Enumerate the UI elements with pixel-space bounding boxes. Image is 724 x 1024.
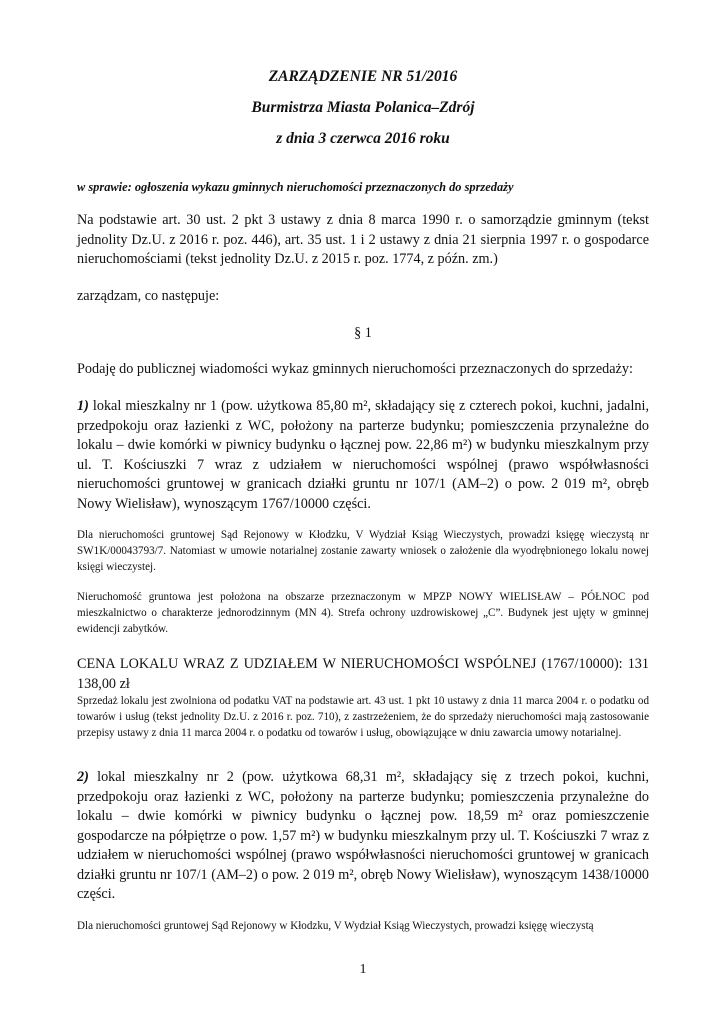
item-2-number: 2) [77,769,89,785]
document-subject: w sprawie: ogłoszenia wykazu gminnych nieruchomości przeznaczonych do sprzedaży [77,180,514,194]
announcement-paragraph: Podaję do publicznej wiadomości wykaz gminnych nieruchomości przeznaczonych do sprzedaży: [77,361,633,377]
document-page [77,0,649,1024]
item-1-paragraph [77,397,649,514]
item-2-paragraph [77,768,649,905]
item-1-text: lokal mieszkalny nr 1 (pow. użytkowa 85,80 m², składający się z czterech pokoi, kuchni, jadalni, przedpokoju oraz łazienki z WC, położony na parterze budynku; pomieszczenia przynależne do lokalu – dwie komórki w piwnicy budynku o łącznej pow. 22,86 m²) w budynku mieszkalnym przy ul. T. Kościuszki 7 wraz z udziałem w nieruchomości wspólnej (prawo współwłasności nieruchomości gruntowej w granicach działki gruntu nr 107/1 (AM–2) o pow. 2 019 m², obręb Nowy Wielisław), wynoszącym 1767/10000 części. [77,398,650,512]
document-title: ZARZĄDZENIE NR 51/2016 [268,68,458,85]
item-1-number: 1) [77,398,89,414]
item-1-price: CENA LOKALU WRAZ Z UDZIAŁEM W NIERUCHOMOŚCI WSPÓLNEJ (1767/10000): 131 138,00 zł [77,656,649,692]
legal-basis-paragraph: Na podstawie art. 30 ust. 2 pkt 3 ustawy z dnia 8 marca 1990 r. o samorządzie gminnym (tekst jednolity Dz.U. z 2016 r. poz. 446), art. 35 ust. 1 i 2 ustawy z dnia 21 sierpnia 1997 r. o gospodarce nieruchomościami (tekst jednolity Dz.U. z 2015 r. poz. 1774, z późn. zm.) [77,212,649,267]
section-mark: § 1 [354,325,372,341]
page-number: 1 [359,962,367,977]
item-1-zoning: Nieruchomość gruntowa jest położona na obszarze przeznaczonym w MPZP NOWY WIELISŁAW – PÓŁNOC pod mieszkalnictwo o charakterze jednorodzinnym (MN 4). Strefa ochrony uzdrowiskowej „C”. Budynek jest ujęty w gminnej ewidencji zabytków. [77,591,649,636]
item-1-land-register: Dla nieruchomości gruntowej Sąd Rejonowy w Kłodzku, V Wydział Ksiąg Wieczystych, prowadzi księgę wieczystą nr SW1K/00043793/7. Natomiast w umowie notarialnej zostanie zawarty wniosek o założenie dla wyodrębnionego lokalu nowej księgi wieczystej. [77,529,649,574]
item-2-text: lokal mieszkalny nr 2 (pow. użytkowa 68,31 m², składający się z trzech pokoi, kuchni, przedpokoju oraz łazienki z WC, położony na parterze budynku; pomieszczenia przynależne do lokalu – dwie komórki w piwnicy budynku o łącznej pow. 18,59 m² oraz pomieszczenie gospodarcze na półpiętrze o pow. 1,57 m²) w budynku mieszkalnym przy ul. T. Kościuszki 7 wraz z udziałem w nieruchomości wspólnej (prawo współwłasności nieruchomości gruntowej w granicach działki gruntu nr 107/1 (AM–2) o pow. 2 019 m², obręb Nowy Wielisław), wynoszącym 1438/10000 części. [77,769,650,902]
item-1-vat-note: Sprzedaż lokalu jest zwolniona od podatku VAT na podstawie art. 43 ust. 1 pkt 10 ustawy z dnia 11 marca 2004 r. o podatku od towarów i usług (tekst jednolity Dz.U. z 2016 r. poz. 710), z zastrzeżeniem, że do sprzedaży nieruchomości mają zastosowanie przepisy ustawy z dnia 11 marca 2004 r. o podatku od towarów i usług, obowiązujące w dniu zawarcia umowy notarialnej. [77,695,649,740]
document-date: z dnia 3 czerwca 2016 roku [276,130,450,147]
order-intro: zarządzam, co następuje: [77,288,220,304]
item-2-land-register: Dla nieruchomości gruntowej Sąd Rejonowy w Kłodzku, V Wydział Ksiąg Wieczystych, prowadzi księgę wieczystą [77,920,594,932]
document-issuer: Burmistrza Miasta Polanica–Zdrój [251,99,475,116]
